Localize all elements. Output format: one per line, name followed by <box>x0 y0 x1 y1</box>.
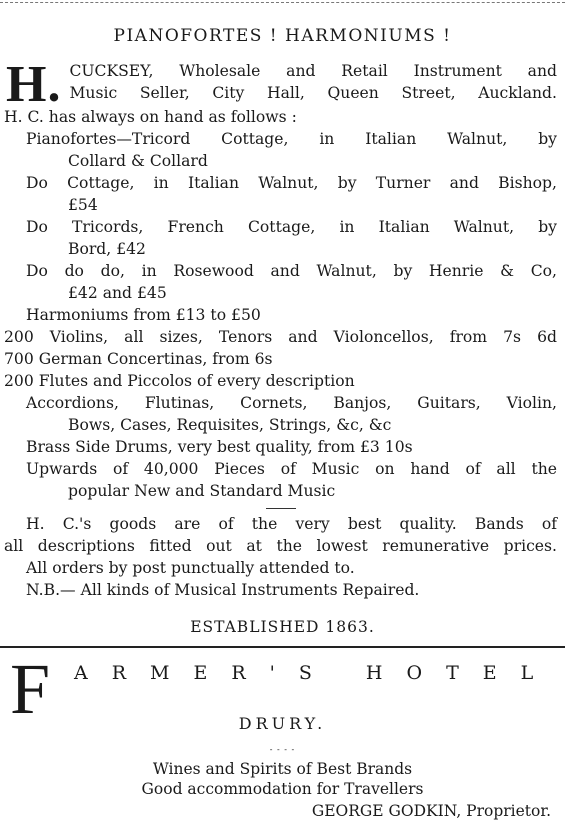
top-divider <box>0 2 565 3</box>
small-divider: - - - - <box>269 745 296 754</box>
accessory-line: Accordions, Flutinas, Cornets, Banjos, Guitars, Violin, <box>26 394 557 412</box>
hotel-line: Good accommodation for Travellers <box>141 780 424 798</box>
short-divider <box>266 508 296 509</box>
stock-line: Harmoniums from £13 to £50 <box>26 306 261 324</box>
note-line: all descriptions fitted out at the lowest remunerative prices. <box>4 537 557 555</box>
list-item-cont: £42 and £45 <box>68 284 167 302</box>
note-line: All orders by post punctually attended to. <box>26 559 355 577</box>
list-item: Do do do, in Rosewood and Walnut, by Henrie & Co, <box>26 262 557 280</box>
intro-line: CUCKSEY, Wholesale and Retail Instrument and <box>69 62 557 80</box>
cucksey-advertisement <box>4 56 557 601</box>
intro-line: H. C. has always on hand as follows : <box>4 108 297 126</box>
accessory-line-cont: Bows, Cases, Requisites, Strings, &c, &c <box>68 416 392 434</box>
stock-line: 200 Flutes and Piccolos of every description <box>4 372 355 390</box>
list-item: Do Tricords, French Cottage, in Italian Walnut, by <box>26 218 557 236</box>
list-item: Pianofortes—Tricord Cottage, in Italian Walnut, by <box>26 130 557 148</box>
accessory-line: Upwards of 40,000 Pieces of Music on hand of all the <box>26 460 557 478</box>
hotel-location: DRURY. <box>238 714 327 733</box>
list-item: Do Cottage, in Italian Walnut, by Turner and Bishop, <box>26 174 557 192</box>
hotel-drop-cap: F <box>10 649 51 729</box>
proprietor-line: GEORGE GODKIN, Proprietor. <box>311 802 551 820</box>
ad-heading: PIANOFORTES ! HARMONIUMS ! <box>113 26 452 46</box>
note-line: H. C.'s goods are of the very best quality. Bands of <box>26 515 557 533</box>
hotel-line: Wines and Spirits of Best Brands <box>152 760 413 778</box>
hotel-title-text: ARMER'S HOTEL <box>74 662 558 684</box>
drop-cap: H. <box>6 56 62 113</box>
note-line: N.B.— All kinds of Musical Instruments Repaired. <box>26 581 420 599</box>
accessory-line-cont: popular New and Standard Music <box>68 482 336 500</box>
stock-line: 700 German Concertinas, from 6s <box>4 350 273 368</box>
intro-line: Music Seller, City Hall, Queen Street, Auckland. <box>69 84 557 102</box>
established-line: ESTABLISHED 1863. <box>190 618 375 636</box>
list-item-cont: £54 <box>68 196 98 214</box>
stock-line: 200 Violins, all sizes, Tenors and Violoncellos, from 7s 6d <box>4 328 557 346</box>
list-item-cont: Collard & Collard <box>68 152 208 170</box>
list-item-cont: Bord, £42 <box>68 240 146 258</box>
section-divider <box>0 646 565 648</box>
accessory-line: Brass Side Drums, very best quality, from £3 10s <box>26 438 413 456</box>
